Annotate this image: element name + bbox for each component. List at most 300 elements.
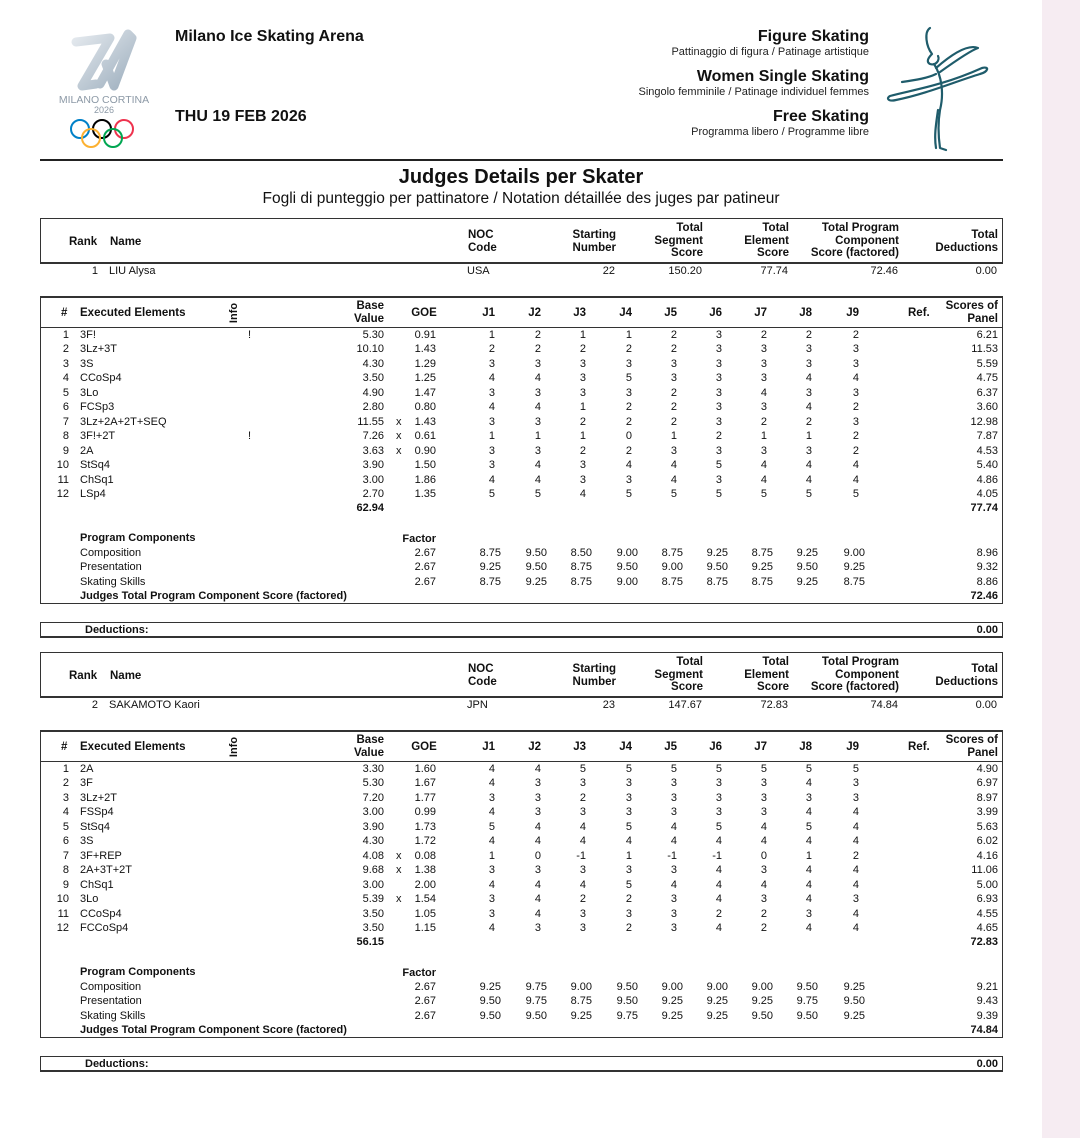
judge-component-score: 9.00 bbox=[751, 981, 773, 993]
judge-goe-value: 3 bbox=[670, 444, 677, 457]
segment-score-value: 147.67 bbox=[668, 699, 702, 711]
element-row bbox=[41, 792, 1002, 806]
base-value-header bbox=[341, 734, 384, 759]
judge-goe-value: 3 bbox=[670, 806, 677, 819]
judge-goe-value: 4 bbox=[760, 459, 767, 472]
goe-value: 1.38 bbox=[414, 864, 436, 877]
judge-goe-value: 4 bbox=[760, 473, 767, 486]
judge-header: J4 bbox=[619, 741, 632, 753]
judge-goe-value: 4 bbox=[805, 893, 812, 906]
base-value: 2.70 bbox=[362, 487, 384, 500]
elements-table-header bbox=[41, 298, 1002, 328]
goe-value: 1.86 bbox=[414, 473, 436, 486]
judge-goe-value: -1 bbox=[576, 849, 586, 862]
judge-goe-value: 4 bbox=[534, 473, 541, 486]
noc-header-line: NOC bbox=[468, 663, 494, 675]
bonus-marker: x bbox=[396, 864, 402, 877]
pcs-header bbox=[806, 222, 899, 260]
base-value: 4.08 bbox=[362, 849, 384, 862]
judge-component-score: 9.25 bbox=[843, 561, 865, 574]
executed-elements-header: Executed Elements bbox=[80, 307, 186, 319]
judge-goe-value: 3 bbox=[760, 343, 767, 356]
judge-goe-value: 3 bbox=[715, 415, 722, 428]
judge-goe-value: 3 bbox=[579, 864, 586, 877]
element-row bbox=[41, 401, 1002, 415]
judge-component-score: 9.25 bbox=[843, 1009, 865, 1022]
noc-header bbox=[468, 663, 497, 688]
element-code: 2A bbox=[80, 763, 94, 775]
judge-component-score: 9.25 bbox=[570, 1009, 592, 1022]
judge-goe-value: 3 bbox=[488, 415, 495, 428]
goe-value: 1.29 bbox=[414, 357, 436, 370]
judge-goe-value: 5 bbox=[625, 820, 632, 833]
executed-elements-header: Executed Elements bbox=[80, 741, 186, 753]
judge-goe-value: 3 bbox=[760, 372, 767, 385]
judge-goe-value: 3 bbox=[534, 791, 541, 804]
base-value-total: 62.94 bbox=[356, 502, 384, 515]
judge-goe-value: 1 bbox=[579, 430, 586, 443]
judge-goe-value: 4 bbox=[670, 878, 677, 891]
element-score-header bbox=[731, 222, 789, 260]
element-row bbox=[41, 329, 1002, 343]
judge-goe-value: 4 bbox=[852, 907, 859, 920]
element-number: 1 bbox=[62, 329, 69, 341]
judge-goe-value: 3 bbox=[670, 921, 677, 934]
goe-value: 0.99 bbox=[414, 806, 436, 819]
judge-goe-value: 5 bbox=[805, 763, 812, 775]
judge-goe-value: 2 bbox=[625, 415, 632, 428]
judge-goe-value: 3 bbox=[488, 444, 495, 457]
goe-value: 1.60 bbox=[414, 763, 436, 775]
element-number: 3 bbox=[62, 791, 69, 804]
judge-goe-value: 3 bbox=[805, 357, 812, 370]
component-panel-score: 9.43 bbox=[976, 995, 998, 1008]
judge-component-score: 9.25 bbox=[661, 995, 683, 1008]
judge-goe-value: 4 bbox=[715, 864, 722, 877]
element-code: 3F! bbox=[80, 329, 96, 341]
base-value: 3.30 bbox=[362, 763, 384, 775]
panel-score: 5.40 bbox=[976, 459, 998, 472]
element-row bbox=[41, 835, 1002, 849]
judge-header: J1 bbox=[482, 307, 495, 319]
judge-component-score: 9.50 bbox=[616, 561, 638, 574]
segment-score-header-line: Segment bbox=[654, 668, 703, 681]
goe-value: 2.00 bbox=[414, 878, 436, 891]
judge-header: J7 bbox=[754, 741, 767, 753]
judge-goe-value: 4 bbox=[488, 372, 495, 385]
rank-value: 1 bbox=[91, 265, 98, 277]
pcs-header-line: Score (factored) bbox=[810, 681, 899, 693]
element-code: FSSp4 bbox=[80, 806, 114, 819]
judge-goe-value: -1 bbox=[667, 849, 677, 862]
pcs-total-label: Judges Total Program Component Score (factored) bbox=[80, 1024, 347, 1036]
panel-score: 4.05 bbox=[976, 487, 998, 500]
judge-component-score: 9.00 bbox=[661, 561, 683, 574]
name-header: Name bbox=[110, 670, 142, 682]
starting-number-header-line: Starting bbox=[572, 229, 616, 241]
judge-goe-value: 4 bbox=[805, 921, 812, 934]
element-row bbox=[41, 806, 1002, 820]
judge-header: J8 bbox=[799, 741, 812, 753]
judge-goe-value: 5 bbox=[760, 487, 767, 500]
panel-header-line: Scores of bbox=[945, 734, 998, 746]
deductions-header-line: Deductions bbox=[935, 675, 998, 688]
panel-score: 5.59 bbox=[976, 357, 998, 370]
judge-goe-value: 2 bbox=[852, 329, 859, 341]
judge-goe-value: 2 bbox=[625, 343, 632, 356]
judge-goe-value: 3 bbox=[760, 401, 767, 414]
judge-goe-value: 3 bbox=[579, 386, 586, 399]
judge-component-score: 9.75 bbox=[525, 995, 547, 1008]
judge-goe-value: 0 bbox=[625, 430, 632, 443]
component-name: Skating Skills bbox=[80, 575, 146, 588]
judge-component-score: 9.00 bbox=[843, 547, 865, 559]
element-code: LSp4 bbox=[80, 487, 106, 500]
panel-score: 4.90 bbox=[976, 763, 998, 775]
element-row bbox=[41, 343, 1002, 357]
judge-goe-value: 3 bbox=[715, 806, 722, 819]
base-value: 11.55 bbox=[357, 415, 384, 428]
element-score-header bbox=[731, 656, 789, 694]
judge-goe-value: 1 bbox=[625, 329, 632, 341]
judge-component-score: 9.25 bbox=[843, 981, 865, 993]
judge-header: J6 bbox=[709, 741, 722, 753]
deductions-row bbox=[40, 1056, 1003, 1072]
judge-goe-value: 3 bbox=[534, 864, 541, 877]
elements-table-header bbox=[41, 732, 1002, 762]
document-subtitle: Fogli di punteggio per pattinatore / Notation détaillée des juges par patineur bbox=[262, 190, 780, 207]
element-code: 3Lo bbox=[80, 893, 99, 906]
panel-score: 4.53 bbox=[976, 444, 998, 457]
element-number: 3 bbox=[62, 357, 69, 370]
judge-component-score: 9.50 bbox=[751, 1009, 773, 1022]
bonus-marker: x bbox=[396, 430, 402, 443]
judge-component-score: 8.75 bbox=[479, 547, 501, 559]
panel-score: 4.86 bbox=[976, 473, 998, 486]
bonus-marker: x bbox=[396, 849, 402, 862]
judge-goe-value: 3 bbox=[852, 893, 859, 906]
judge-header: J3 bbox=[573, 307, 586, 319]
element-code: CCoSp4 bbox=[80, 907, 122, 920]
name-header: Name bbox=[110, 236, 142, 248]
element-code: 2A bbox=[80, 444, 94, 457]
goe-value: 1.67 bbox=[414, 777, 436, 790]
base-value: 3.63 bbox=[362, 444, 384, 457]
judge-goe-value: 2 bbox=[760, 415, 767, 428]
panel-score: 4.75 bbox=[976, 372, 998, 385]
judge-goe-value: 3 bbox=[534, 444, 541, 457]
judge-goe-value: 2 bbox=[579, 343, 586, 356]
element-code: ChSq1 bbox=[80, 878, 114, 891]
judge-goe-value: 5 bbox=[852, 487, 859, 500]
element-row bbox=[41, 908, 1002, 922]
element-code: ChSq1 bbox=[80, 473, 114, 486]
judge-component-score: 9.50 bbox=[796, 561, 818, 574]
judge-component-score: 9.50 bbox=[525, 1009, 547, 1022]
component-factor: 2.67 bbox=[414, 1009, 436, 1022]
judge-component-score: 9.25 bbox=[706, 995, 728, 1008]
noc-header-line: NOC bbox=[468, 229, 494, 241]
element-number: 4 bbox=[62, 806, 69, 819]
goe-value: 0.61 bbox=[414, 430, 436, 443]
starting-number-header bbox=[559, 229, 616, 254]
judge-goe-value: 4 bbox=[579, 835, 586, 848]
judge-goe-value: 4 bbox=[852, 459, 859, 472]
judge-goe-value: 5 bbox=[579, 763, 586, 775]
judge-goe-value: 5 bbox=[625, 878, 632, 891]
judge-goe-value: 4 bbox=[625, 459, 632, 472]
deductions-total: 0.00 bbox=[976, 1058, 998, 1070]
base-value: 3.90 bbox=[362, 820, 384, 833]
element-code: 3Lz+2T bbox=[80, 791, 117, 804]
judge-goe-value: 3 bbox=[579, 921, 586, 934]
noc-value: USA bbox=[467, 265, 490, 277]
judge-goe-value: 2 bbox=[670, 386, 677, 399]
judge-goe-value: 5 bbox=[715, 459, 722, 472]
segment-score-header bbox=[641, 656, 703, 694]
pcs-header-line: Component bbox=[835, 234, 899, 247]
element-code: 3Lz+3T bbox=[80, 343, 117, 356]
panel-header-line: Panel bbox=[967, 312, 998, 325]
goe-value: 1.05 bbox=[414, 907, 436, 920]
element-number: 11 bbox=[57, 907, 69, 920]
judge-goe-value: 4 bbox=[852, 473, 859, 486]
segment-score-header-line: Score bbox=[671, 681, 703, 693]
goe-value: 1.50 bbox=[414, 459, 436, 472]
judge-component-score: 9.50 bbox=[843, 995, 865, 1008]
element-number: 9 bbox=[62, 444, 69, 457]
element-number: 9 bbox=[62, 878, 69, 891]
judge-component-score: 9.00 bbox=[616, 575, 638, 588]
judge-goe-value: 3 bbox=[760, 806, 767, 819]
panel-score: 4.55 bbox=[976, 907, 998, 920]
component-name: Skating Skills bbox=[80, 1009, 146, 1022]
judge-header: J5 bbox=[664, 741, 677, 753]
judge-component-score: 8.75 bbox=[661, 547, 683, 559]
judge-goe-value: 2 bbox=[579, 893, 586, 906]
judge-goe-value: 4 bbox=[534, 459, 541, 472]
rank-value: 2 bbox=[91, 699, 98, 711]
starting-number-header-line: Number bbox=[572, 675, 616, 688]
judge-goe-value: 3 bbox=[488, 357, 495, 370]
element-info: ! bbox=[248, 430, 252, 443]
deductions-header bbox=[921, 663, 998, 688]
judge-goe-value: 4 bbox=[534, 763, 541, 775]
judge-component-score: 9.25 bbox=[751, 561, 773, 574]
deductions-header-line: Total bbox=[971, 663, 998, 675]
element-number: 12 bbox=[56, 921, 69, 934]
judge-goe-value: 3 bbox=[579, 357, 586, 370]
goe-value: 0.91 bbox=[414, 329, 436, 341]
goe-header: GOE bbox=[411, 307, 437, 319]
judge-goe-value: 0 bbox=[760, 849, 767, 862]
panel-score: 6.21 bbox=[976, 329, 998, 341]
judge-goe-value: 4 bbox=[534, 372, 541, 385]
element-number: 8 bbox=[62, 864, 69, 877]
judge-component-score: 9.50 bbox=[479, 1009, 501, 1022]
judge-goe-value: 4 bbox=[670, 820, 677, 833]
goe-value: 1.35 bbox=[414, 487, 436, 500]
element-row bbox=[41, 821, 1002, 835]
pcs-value: 72.46 bbox=[870, 265, 898, 277]
judge-goe-value: 2 bbox=[852, 430, 859, 443]
side-panel bbox=[1042, 0, 1080, 1138]
pcs-header-line: Component bbox=[835, 668, 899, 681]
judge-goe-value: 5 bbox=[805, 487, 812, 500]
bonus-marker: x bbox=[396, 415, 402, 428]
element-code: StSq4 bbox=[80, 820, 110, 833]
judge-goe-value: 4 bbox=[715, 893, 722, 906]
judge-goe-value: 5 bbox=[805, 820, 812, 833]
panel-score: 3.99 bbox=[976, 806, 998, 819]
judge-goe-value: 2 bbox=[625, 401, 632, 414]
judge-goe-value: 3 bbox=[852, 791, 859, 804]
judge-goe-value: 3 bbox=[715, 444, 722, 457]
judge-goe-value: 4 bbox=[488, 473, 495, 486]
base-value: 4.90 bbox=[362, 386, 384, 399]
component-name: Composition bbox=[80, 981, 142, 993]
judge-goe-value: 5 bbox=[715, 763, 722, 775]
judge-goe-value: 4 bbox=[579, 820, 586, 833]
elements-score-total: 77.74 bbox=[970, 502, 998, 515]
judge-goe-value: 2 bbox=[579, 444, 586, 457]
goe-value: 1.43 bbox=[414, 415, 436, 428]
judge-goe-value: 1 bbox=[805, 430, 812, 443]
base-value: 3.00 bbox=[362, 473, 384, 486]
judge-goe-value: 4 bbox=[760, 820, 767, 833]
judge-goe-value: 3 bbox=[670, 893, 677, 906]
panel-score: 6.93 bbox=[976, 893, 998, 906]
judge-component-score: 8.75 bbox=[661, 575, 683, 588]
num-header: # bbox=[61, 741, 68, 753]
judge-goe-value: 4 bbox=[852, 864, 859, 877]
judge-goe-value: 3 bbox=[805, 343, 812, 356]
judge-goe-value: 3 bbox=[852, 343, 859, 356]
element-number: 6 bbox=[62, 835, 69, 848]
judge-goe-value: 5 bbox=[534, 487, 541, 500]
element-code: 2A+3T+2T bbox=[80, 864, 132, 877]
base-value: 3.50 bbox=[362, 907, 384, 920]
ref-header: Ref. bbox=[908, 307, 930, 319]
element-row bbox=[41, 893, 1002, 907]
judge-header: J9 bbox=[846, 307, 859, 319]
panel-score: 12.98 bbox=[970, 415, 998, 428]
pcs-total-row bbox=[41, 1024, 1002, 1038]
program-component-row bbox=[41, 995, 1002, 1009]
judge-goe-value: 5 bbox=[760, 763, 767, 775]
panel-score: 5.63 bbox=[976, 820, 998, 833]
judge-goe-value: 3 bbox=[579, 907, 586, 920]
info-header: Info bbox=[228, 736, 241, 758]
judge-goe-value: 3 bbox=[760, 357, 767, 370]
judge-component-score: 8.75 bbox=[751, 547, 773, 559]
starting-number-header bbox=[559, 663, 616, 688]
goe-value: 1.43 bbox=[414, 343, 436, 356]
base-value: 9.68 bbox=[362, 864, 384, 877]
base-value-header-line: Base bbox=[356, 300, 384, 312]
discipline-subtitle: Pattinaggio di figura / Patinage artistique bbox=[671, 46, 869, 58]
element-number: 11 bbox=[57, 473, 69, 486]
judge-goe-value: 2 bbox=[805, 329, 812, 341]
bonus-marker: x bbox=[396, 444, 402, 457]
element-number: 2 bbox=[62, 777, 69, 790]
goe-header: GOE bbox=[411, 741, 437, 753]
judge-component-score: 9.00 bbox=[616, 547, 638, 559]
base-value: 3.00 bbox=[362, 806, 384, 819]
judge-goe-value: 3 bbox=[625, 357, 632, 370]
noc-header bbox=[468, 229, 497, 254]
judge-component-score: 9.25 bbox=[706, 547, 728, 559]
element-score-header-line: Total bbox=[762, 222, 789, 234]
judge-goe-value: 3 bbox=[805, 907, 812, 920]
judge-goe-value: 4 bbox=[760, 386, 767, 399]
judge-goe-value: 4 bbox=[534, 820, 541, 833]
scores-of-panel-header bbox=[934, 734, 998, 759]
goe-value: 1.73 bbox=[414, 820, 436, 833]
deductions-header bbox=[921, 229, 998, 254]
judge-component-score: 9.50 bbox=[525, 547, 547, 559]
num-header: # bbox=[61, 307, 68, 319]
judge-goe-value: 4 bbox=[760, 878, 767, 891]
noc-value: JPN bbox=[467, 699, 488, 711]
segment-score-header bbox=[641, 222, 703, 260]
judge-goe-value: 2 bbox=[625, 893, 632, 906]
element-code: CCoSp4 bbox=[80, 372, 122, 385]
judge-component-score: 9.75 bbox=[616, 1009, 638, 1022]
judge-goe-value: 5 bbox=[670, 763, 677, 775]
judge-goe-value: 3 bbox=[488, 864, 495, 877]
judge-goe-value: 2 bbox=[760, 907, 767, 920]
judge-header: J9 bbox=[846, 741, 859, 753]
base-value-header-line: Value bbox=[353, 746, 384, 759]
judge-goe-value: 3 bbox=[534, 357, 541, 370]
noc-header-line: Code bbox=[468, 675, 497, 688]
judge-goe-value: 3 bbox=[488, 893, 495, 906]
judge-goe-value: 1 bbox=[534, 430, 541, 443]
pcs-value: 74.84 bbox=[870, 699, 898, 711]
segment-title: Free Skating bbox=[772, 108, 869, 125]
judge-goe-value: 2 bbox=[579, 791, 586, 804]
judge-goe-value: 2 bbox=[852, 401, 859, 414]
goe-value: 1.77 bbox=[414, 791, 436, 804]
judge-goe-value: 4 bbox=[805, 372, 812, 385]
judge-goe-value: 1 bbox=[760, 430, 767, 443]
panel-score: 11.53 bbox=[971, 343, 998, 356]
judge-goe-value: 4 bbox=[852, 835, 859, 848]
element-score-header-line: Total bbox=[762, 656, 789, 668]
venue-name: Milano Ice Skating Arena bbox=[175, 28, 364, 45]
goe-value: 1.47 bbox=[414, 386, 436, 399]
judge-goe-value: 2 bbox=[670, 415, 677, 428]
element-score-value: 77.74 bbox=[760, 265, 788, 277]
judge-goe-value: 3 bbox=[715, 372, 722, 385]
skater-section bbox=[0, 434, 1042, 1070]
element-number: 7 bbox=[62, 849, 69, 862]
judge-component-score: 9.75 bbox=[525, 981, 547, 993]
deductions-label: Deductions: bbox=[85, 1058, 149, 1070]
base-value-header-line: Base bbox=[356, 734, 384, 746]
judge-goe-value: 1 bbox=[805, 849, 812, 862]
base-value: 5.30 bbox=[362, 329, 384, 341]
judge-goe-value: 4 bbox=[534, 893, 541, 906]
elements-table bbox=[40, 730, 1003, 1038]
judge-goe-value: 4 bbox=[670, 473, 677, 486]
judge-goe-value: 4 bbox=[625, 835, 632, 848]
judge-goe-value: 3 bbox=[625, 473, 632, 486]
judge-component-score: 9.50 bbox=[616, 981, 638, 993]
judge-goe-value: 4 bbox=[852, 820, 859, 833]
judge-goe-value: 3 bbox=[670, 864, 677, 877]
